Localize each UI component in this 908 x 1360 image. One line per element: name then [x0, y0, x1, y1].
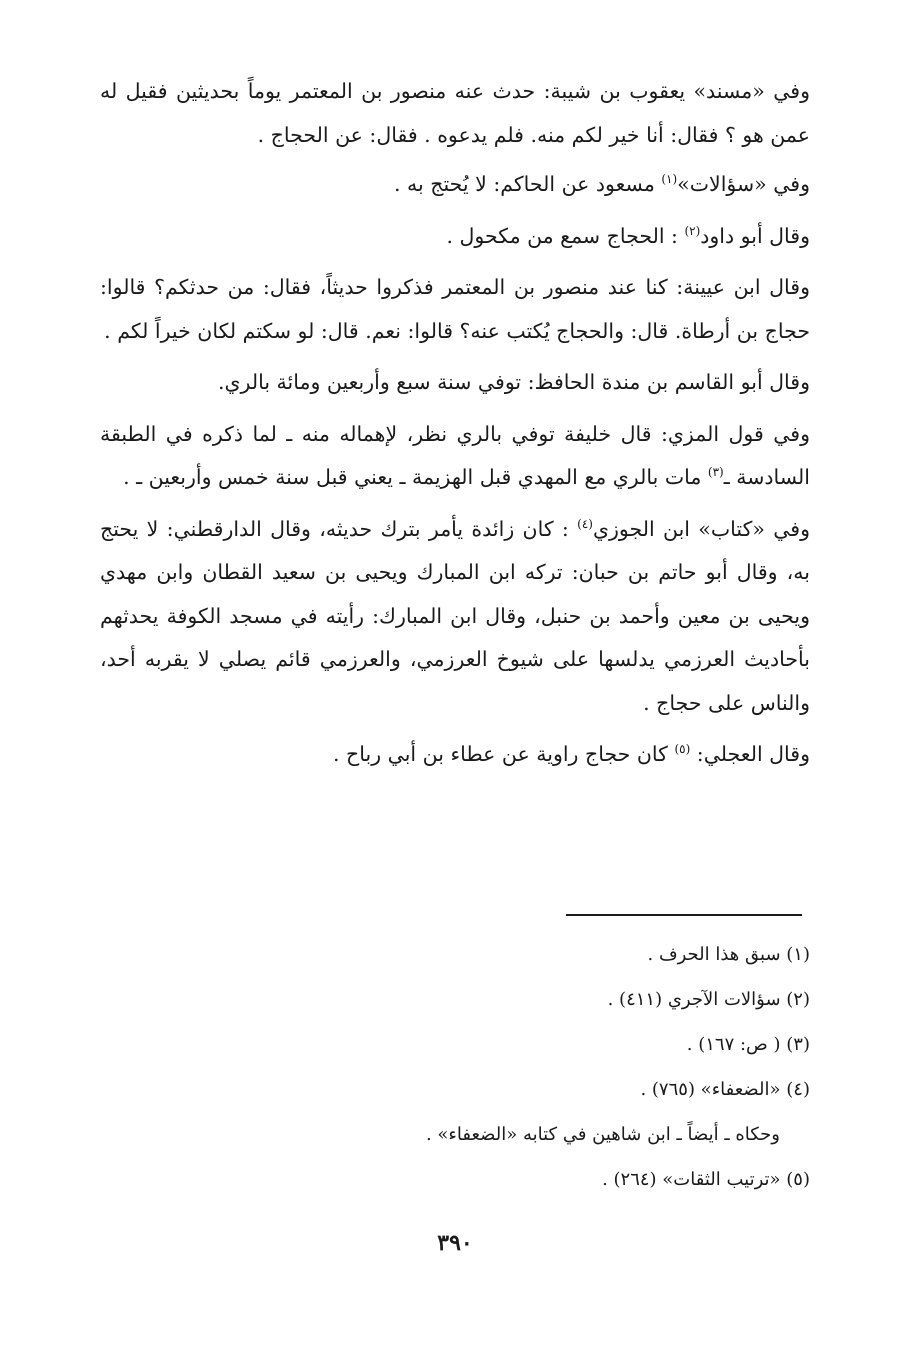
paragraph-ijli: [100, 733, 810, 777]
footnote-ref-4: (٤): [577, 516, 593, 531]
footnotes: [100, 932, 810, 1202]
paragraph-text: وقال العجلي:: [690, 742, 810, 766]
footnote-ref-1: (١): [661, 172, 678, 187]
paragraph-text: مات بالري مع المهدي قبل الهزيمة ـ يعني قبل سنة خمس وأربعين ـ .: [123, 465, 708, 489]
paragraph-text: وقال ابن عيينة: كنا عند منصور بن المعتمر فذكروا حديثاً، فقال: من حدثكم؟ قالوا: حجاج بن أرطاة. قال: والحجاج يُكتب عنه؟ قالوا: نعم. قال: لو سكتم لكان خيراً لكم .: [100, 275, 810, 343]
footnote-4: (٤) «الضعفاء» (٧٦٥) .: [640, 1079, 810, 1100]
paragraph-text: : كان زائدة يأمر بترك حديثه، وقال الدارقطني: لا يحتج به، وقال أبو حاتم بن حبان: تركه ابن المبارك ويحيى بن سعيد القطان وابن مهدي ويحيى بن معين وأحمد بن حنبل، وقال ابن المبارك: رأيته في مسجد الكوفة يحدثهم بأحاديث العرزمي يدلسها على شيوخ العرزمي، والعرزمي قائم يصلي لا يقربه أحد، والناس على حجاج .: [100, 516, 810, 715]
paragraph-text: وفي «مسند» يعقوب بن شيبة: حدث عنه منصور بن المعتمر يوماً بحديثين فقيل له عمن هو ؟ فقال: أنا خير لكم منه. فلم يدعوه . فقال: عن الحجاج .: [100, 79, 810, 147]
book-page: [100, 70, 810, 1330]
paragraph-text: : الحجاج سمع من مكحول .: [446, 223, 685, 248]
paragraph-mizzi: [100, 413, 810, 500]
footnote-ref-2: (٢): [684, 223, 701, 238]
paragraph-text: وفي «سؤالات»: [677, 172, 810, 196]
paragraph-text: وقال أبو داود: [700, 223, 810, 248]
paragraph-abu-dawud: [100, 215, 810, 259]
footnote-5: (٥) «ترتيب الثقات» (٢٦٤) .: [602, 1169, 810, 1190]
paragraph-ibn-manda: [100, 361, 810, 405]
footnote-4-continuation: وحكاه ـ أيضاً ـ ابن شاهين في كتابه «الضعفاء» .: [425, 1124, 780, 1145]
paragraph-text: وفي قول المزي: قال خليفة توفي بالري نظر، لإهماله منه ـ لما ذكره في الطبقة السادسة ـ: [100, 421, 810, 489]
footnote-2: (٢) سؤالات الآجري (٤١١) .: [607, 989, 810, 1010]
page-number: ٣٩٠: [437, 1230, 473, 1256]
footnote-ref-5: (٥): [674, 742, 691, 757]
footnote-divider: [566, 914, 802, 916]
paragraph-text: وقال أبو القاسم بن مندة الحافظ: توفي سنة سبع وأربعين ومائة بالري.: [217, 370, 810, 394]
footnote-ref-3: (٣): [707, 465, 724, 480]
paragraph-text: مسعود عن الحاكم: لا يُحتج به .: [394, 172, 662, 196]
paragraph-ibn-uyayna: [100, 266, 810, 353]
paragraph-musnad: [100, 70, 810, 157]
main-text: [100, 70, 810, 777]
paragraph-suaalat: [100, 163, 810, 207]
paragraph-text: كان حجاج راوية عن عطاء بن أبي رباح .: [333, 742, 675, 766]
footnote-3: (٣) ( ص: ١٦٧) .: [686, 1034, 810, 1055]
paragraph-ibn-jawzi: [100, 508, 810, 726]
paragraph-text: وفي «كتاب» ابن الجوزي: [592, 516, 810, 541]
footnote-1: (١) سبق هذا الحرف .: [647, 944, 810, 965]
